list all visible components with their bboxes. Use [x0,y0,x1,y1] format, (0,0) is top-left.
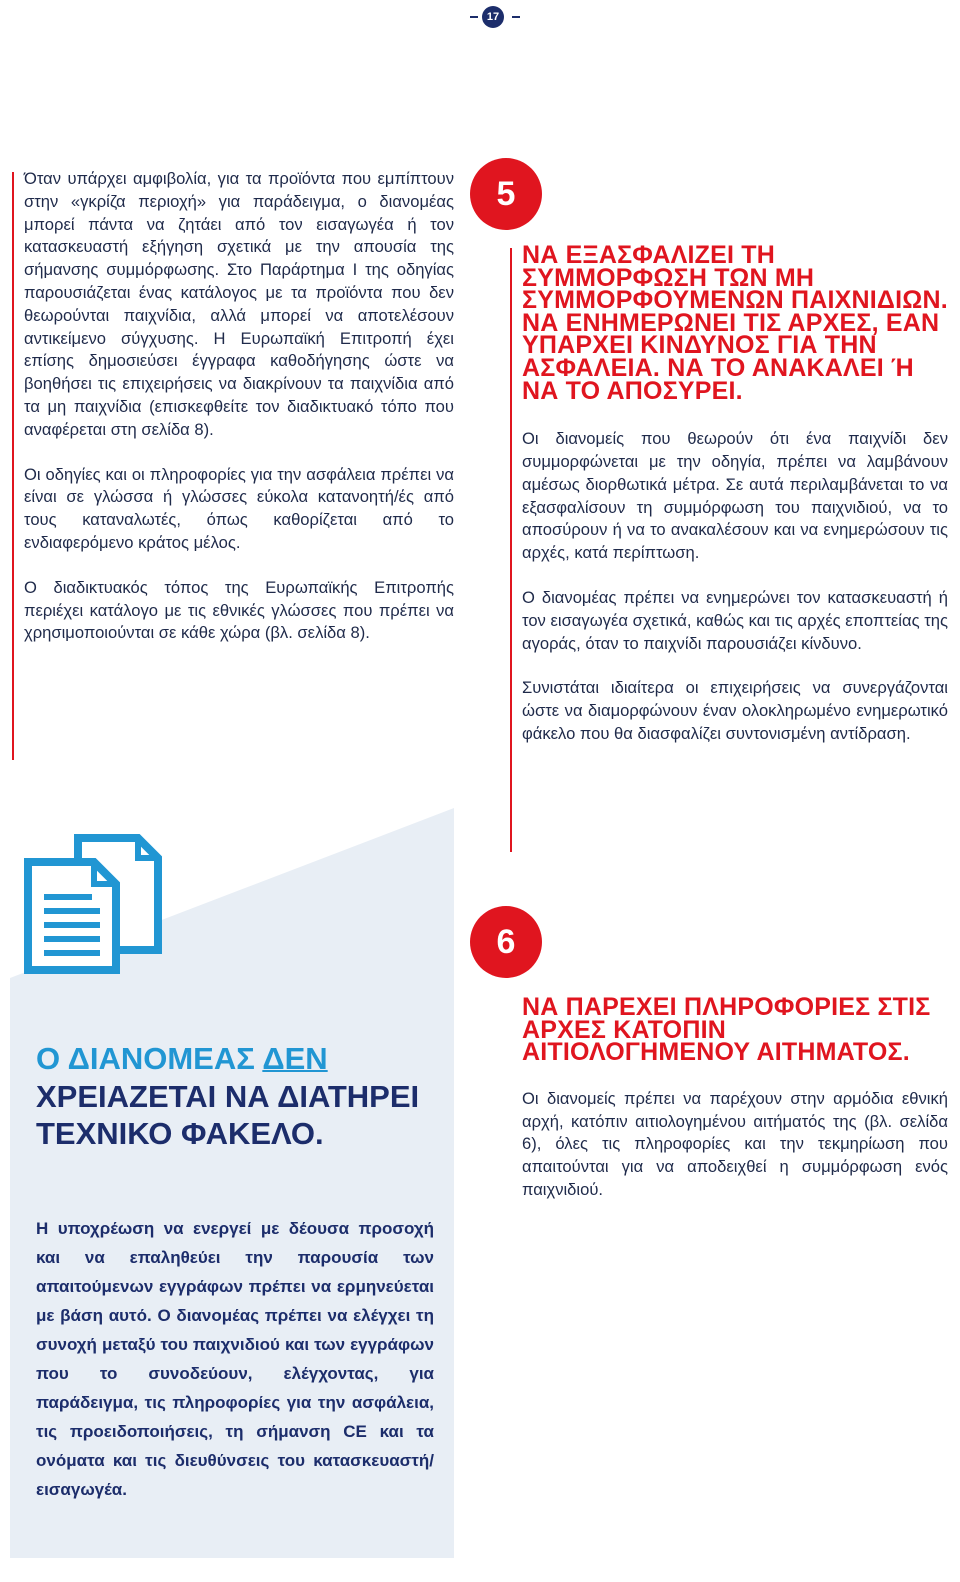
documents-icon [22,832,162,974]
callout-title-part3: ΧΡΕΙΑΖΕΤΑΙ ΝΑ ΔΙΑΤΗΡΕΙ ΤΕΧΝΙΚΟ ΦΑΚΕΛΟ. [36,1078,420,1151]
section-6-number: 6 [470,906,542,978]
callout-body: Η υποχρέωση να ενεργεί με δέουσα προσοχή και να επαληθεύει την παρουσία των απαιτούμενων εγγράφων πρέπει να ερμηνεύεται με βάση αυτό. Ο διανομέας πρέπει να ελέγχει τη συνοχή μεταξύ του παιχνιδιού και των εγγράφων που το συνοδεύουν, ελέγχοντας, για παράδειγμα, τις πληροφορίες για την ασφάλεια, τις προειδοποιήσεις, τη σήμανση CE και τα ονόματα και τις διευθύνσεις του κατασκευαστή/εισαγωγέα. [36,1219,434,1499]
paragraph: Ο διαδικτυακός τόπος της Ευρωπαϊκής Επιτροπής περιέχει κατάλογο με τις εθνικές γλώσσες που πρέπει να χρησιμοποιούνται σε κάθε χώρα (βλ. σελίδα 8). [24,577,454,643]
callout-title-part1: Ο ΔΙΑΝΟΜΕΑΣ [36,1041,255,1076]
page-number-marker [470,6,520,28]
divider [512,16,520,18]
left-column [24,168,454,667]
section-6-heading: ΝΑ ΠΑΡΕΧΕΙ ΠΛΗΡΟΦΟΡΙΕΣ ΣΤΙΣ ΑΡΧΕΣ ΚΑΤΟΠΙΝ ΑΙΤΙΟΛΟΓΗΜΕΝΟΥ ΑΙΤΗΜΑΤΟΣ. [522,993,931,1067]
section-5-number: 5 [470,158,542,230]
paragraph: Οι διανομείς πρέπει να παρέχουν στην αρμόδια εθνική αρχή, κατόπιν αιτιολογημένου αιτήματός της (βλ. σελίδα 6), όλες τις πληροφορίες και την τεκμηρίωση που απαιτούνται για να αποδειχθεί η συμμόρφωση ενός παιχνιδιού. [522,1088,948,1199]
section-5 [522,241,948,768]
paragraph: Συνιστάται ιδιαίτερα οι επιχειρήσεις να συνεργάζονται ώστε να διαμορφώνουν έναν ολοκληρωμένο ενημερωτικό φάκελο που θα διασφαλίζει συντονισμένη αντίδραση. [522,678,948,743]
callout-title-emphasis: ΔΕΝ [262,1041,328,1076]
page-number: 17 [482,6,504,28]
paragraph: Οι οδηγίες και οι πληροφορίες για την ασφάλεια πρέπει να είναι σε γλώσσα ή γλώσσες εύκολα κατανοητή/ές από τους καταναλωτές, όπως καθορίζεται από το ενδιαφερόμενο κράτος μέλος. [24,464,454,552]
section-5-heading: ΝΑ ΕΞΑΣΦΑΛΙΖΕΙ ΤΗ ΣΥΜΜΟΡΦΩΣΗ ΤΩΝ ΜΗ ΣΥΜΜΟΡΦΟΥΜΕΝΩΝ ΠΑΙΧΝΙΔΙΩΝ. ΝΑ ΕΝΗΜΕΡΩΝΕΙ ΤΙΣ ΑΡΧΕΣ, ΕΑΝ ΥΠΑΡΧΕΙ ΚΙΝΔΥΝΟΣ ΓΙΑ ΤΗΝ ΑΣΦΑΛΕΙΑ. ΝΑ ΤΟ ΑΝΑΚΑΛΕΙ Ή ΝΑ ΤΟ ΑΠΟΣΥΡΕΙ. [522,241,948,405]
paragraph: Ο διανομέας πρέπει να ενημερώνει τον κατασκευαστή ή τον εισαγωγέα σχετικά, καθώς και τις αρχές εποπτείας της αγοράς, όταν το παιχνίδι παρουσιάζει κίνδυνο. [522,587,948,653]
red-side-rule [12,172,14,760]
paragraph: Οι διανομείς που θεωρούν ότι ένα παιχνίδι δεν συμμορφώνεται με την οδηγία, πρέπει να λαμβάνουν αμέσως διορθωτικά μέτρα. Σε αυτά περιλαμβάνεται το να εξασφαλίσουν τη συμμόρφωση του παιχνιδιού, να το αποσύρουν ή να το ανακαλέσουν και να ενημερώσουν τις αρχές, κατά περίπτωση. [522,429,948,563]
callout-title [36,1040,446,1153]
paragraph: Όταν υπάρχει αμφιβολία, για τα προϊόντα που εμπίπτουν στην «γκρίζα περιοχή» για παράδειγμα, ο διανομέας μπορεί πάντα να ζητάει από τον εισαγωγέα ή τον κατασκευαστή εξήγηση σχετικά με την απουσία της σήμανσης συμμόρφωσης. Στο Παράρτημα Ι της οδηγίας παρουσιάζεται ένας κατάλογος με τα προϊόντα που δεν θεωρούνται παιχνίδια, αλλά μπορεί να αποτελέσουν αντικείμενο σύγχυσης. Η Ευρωπαϊκή Επιτροπή έχει επίσης δημοσιεύσει έγγραφα καθοδήγησης ώστε να βοηθήσει τις επιχειρήσεις να διακρίνουν τα παιχνίδια από τα μη παιχνίδια (επισκεφθείτε τον διαδικτυακό τόπο που αναφέρεται στη σελίδα 8). [24,169,454,439]
red-side-rule [510,248,512,852]
section-6 [522,993,948,1224]
divider [470,16,478,18]
